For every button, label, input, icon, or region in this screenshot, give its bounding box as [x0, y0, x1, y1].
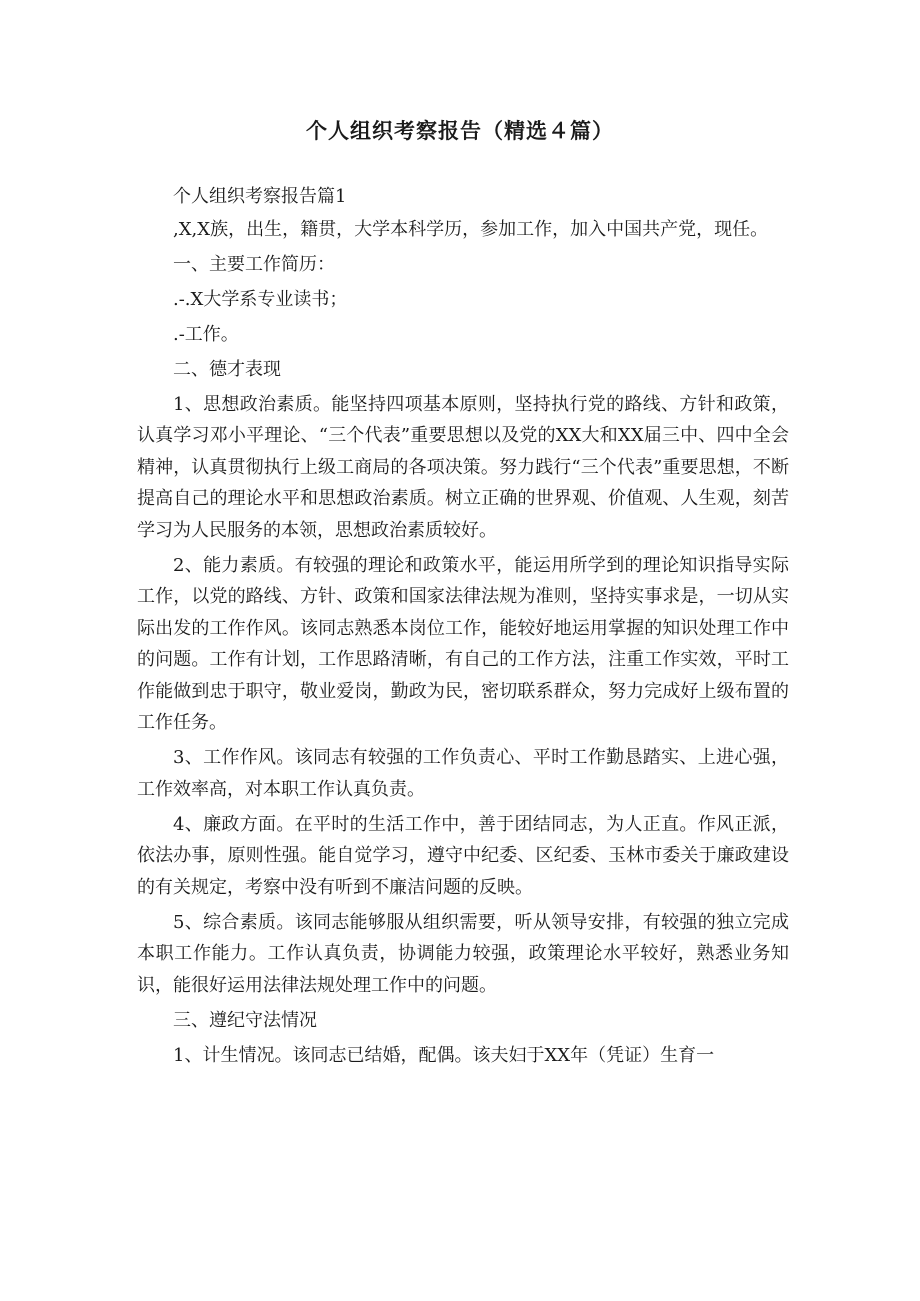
list-item-work: .-工作。 — [173, 323, 239, 345]
paragraph-family-planning: 1、计生情况。该同志已结婚，配偶。该夫妇于XX年（凭证）生育一 — [173, 1044, 715, 1066]
list-item-education: .-.X大学系专业读书； — [173, 288, 348, 310]
paragraph-work-style: 3、工作作风。该同志有较强的工作负责心、平时工作勤恳踏实、上进心强，工作效率高，对本职工作认真负责。 — [137, 747, 789, 800]
heading-performance: 二、德才表现 — [173, 358, 281, 380]
document-body — [137, 181, 789, 1075]
paragraph-overall-quality: 5、综合素质。该同志能够服从组织需要，听从领导安排，有较强的独立完成本职工作能力。工作认真负责，协调能力较强，政策理论水平较好，熟悉业务知识，能很好运用法律法规处理工作中的问题。 — [137, 911, 789, 996]
section-subtitle: 个人组织考察报告篇1 — [173, 186, 347, 207]
heading-law-compliance: 三、遵纪守法情况 — [173, 1009, 317, 1031]
document-title: 个人组织考察报告（精选４篇） — [306, 119, 614, 143]
paragraph-political-quality: 1、思想政治素质。能坚持四项基本原则，坚持执行党的路线、方针和政策，认真学习邓小平理论、“三个代表”重要思想以及党的XX大和XX届三中、四中全会精神，认真贯彻执行上级工商局的各项决策。努力践行“三个代表”重要思想，不断提高自己的理论水平和思想政治素质。树立正确的世界观、价值观、人生观，刻苦学习为人民服务的本领，思想政治素质较好。 — [137, 393, 789, 541]
heading-work-history: 一、主要工作简历： — [173, 253, 335, 275]
paragraph-integrity: 4、廉政方面。在平时的生活工作中，善于团结同志，为人正直。作风正派，依法办事，原则性强。能自觉学习，遵守中纪委、区纪委、玉林市委关于廉政建设的有关规定，考察中没有听到不廉洁问题的反映。 — [137, 813, 789, 898]
paragraph-ability-quality: 2、能力素质。有较强的理论和政策水平，能运用所学到的理论知识指导实际工作，以党的路线、方针、政策和国家法律法规为准则，坚持实事求是，一切从实际出发的工作作风。该同志熟悉本岗位工作，能较好地运用掌握的知识处理工作中的问题。工作有计划，工作思路清晰，有自己的工作方法，注重工作实效，平时工作能做到忠于职守，敬业爱岗，勤政为民，密切联系群众，努力完成好上级布置的工作任务。 — [137, 554, 789, 733]
paragraph-basic-info: ,X,X族，出生，籍贯，大学本科学历，参加工作，加入中国共产党，现任。 — [173, 218, 769, 240]
